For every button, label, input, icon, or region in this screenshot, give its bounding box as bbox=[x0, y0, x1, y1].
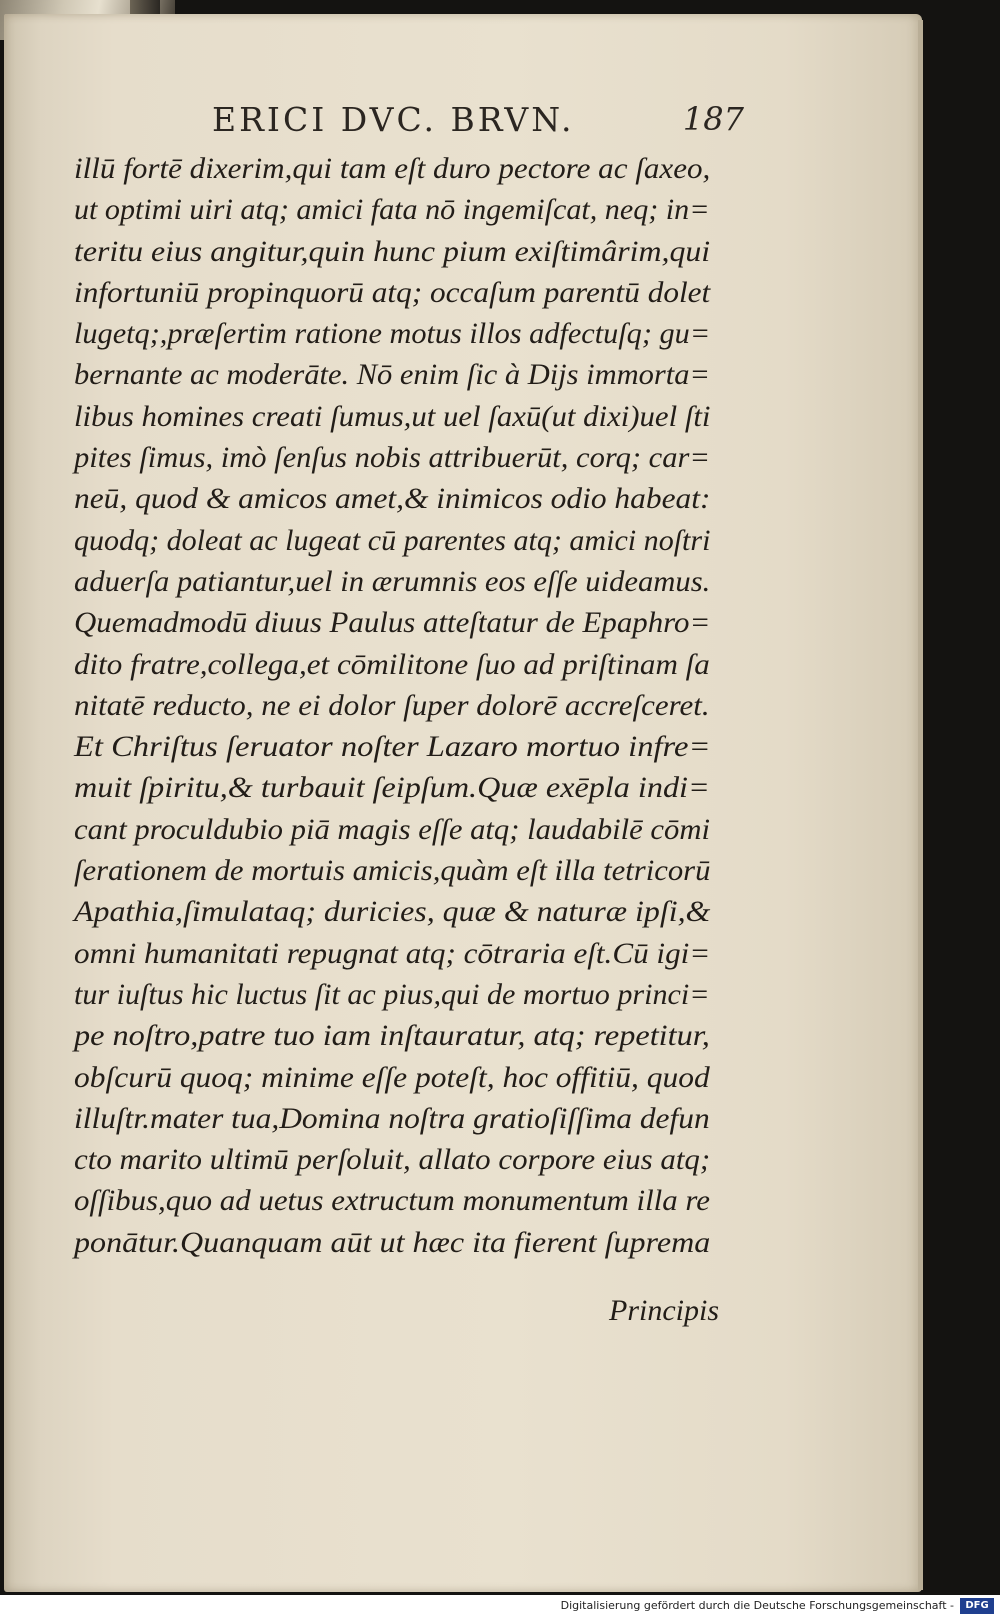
text-line: illuſtr.mater tua,Domina noſtra gratioſiſſima defun bbox=[74, 1101, 710, 1135]
text-line: bernante ac moderāte. Nō enim ſic à Dijs immorta= bbox=[74, 358, 711, 392]
text-line: quodq; doleat ac lugeat cū parentes atq; amici noſtri bbox=[74, 523, 711, 557]
page-edge bbox=[918, 20, 923, 1590]
text-line: cto marito ultimū perſoluit, allato corpore eius atq; bbox=[74, 1143, 711, 1177]
text-line: dito fratre,collega,et cōmilitone ſuo ad priſtinam ſa bbox=[74, 647, 710, 681]
book-page bbox=[4, 14, 922, 1592]
text-line: omni humanitati repugnat atq; cōtraria eſt.Cū igi= bbox=[74, 936, 711, 970]
page-number: 187 bbox=[682, 100, 744, 138]
dfg-logo: DFG bbox=[960, 1598, 994, 1614]
text-line: ut optimi uiri atq; amici fata nō ingemiſcat, neq; in= bbox=[74, 193, 710, 227]
text-line: oſſibus,quo ad uetus extructum monumentum illa re bbox=[74, 1184, 710, 1218]
text-line: Apathia,ſimulataq; duricies, quæ & naturæ ipſi,& bbox=[74, 895, 711, 929]
page-header bbox=[212, 100, 742, 144]
text-line: ponātur.Quanquam aūt ut hæc ita fierent ſuprema bbox=[74, 1225, 711, 1259]
text-line: tur iuſtus hic luctus ſit ac pius,qui de mortuo princi= bbox=[74, 977, 710, 1011]
text-line: teritu eius angitur,quin hunc pium exiſtimârim,qui bbox=[74, 234, 711, 268]
text-line: neū, quod & amicos amet,& inimicos odio habeat: bbox=[74, 482, 711, 516]
running-head: ERICI DVC. BRVN. bbox=[212, 100, 575, 139]
text-line: infortuniū propinquorū atq; occaſum parentū dolet bbox=[74, 275, 711, 309]
text-line: nitatē reducto, ne ei dolor ſuper dolorē accreſceret. bbox=[74, 688, 710, 722]
text-line: muit ſpiritu,& turbauit ſeipſum.Quæ exēpla indi= bbox=[74, 771, 710, 805]
text-line: lugetq;,præſertim ratione motus illos adfectuſq; gu= bbox=[74, 317, 711, 351]
text-line: Quemadmodū diuus Paulus atteſtatur de Epaphro= bbox=[74, 606, 711, 640]
footer-bar bbox=[0, 1595, 1000, 1621]
text-line: ſerationem de mortuis amicis,quàm eſt illa tetricorū bbox=[74, 854, 711, 888]
catchword: Principis bbox=[609, 1294, 719, 1327]
text-line: Et Chriſtus ſeruator noſter Lazaro mortuo infre= bbox=[74, 730, 711, 764]
text-line: illū fortē dixerim,qui tam eſt duro pectore ac ſaxeo, bbox=[74, 152, 711, 185]
text-line: pe noſtro,patre tuo iam inſtauratur, atq; repetitur, bbox=[74, 1019, 710, 1053]
body-text bbox=[74, 148, 754, 1263]
text-line: cant proculdubio piā magis eſſe atq; laudabilē cōmi bbox=[74, 812, 710, 846]
text-line: pites ſimus, imò ſenſus nobis attribuerūt, corq; car= bbox=[74, 441, 710, 475]
funding-credit: Digitalisierung gefördert durch die Deutsche Forschungsgemeinschaft - bbox=[560, 1599, 954, 1612]
text-line: aduerſa patiantur,uel in ærumnis eos eſſe uideamus. bbox=[74, 564, 711, 598]
text-line: obſcurū quoq; minime eſſe poteſt, hoc offitiū, quod bbox=[74, 1060, 710, 1094]
text-line: libus homines creati ſumus,ut uel ſaxū(ut dixi)uel ſti bbox=[74, 399, 711, 433]
